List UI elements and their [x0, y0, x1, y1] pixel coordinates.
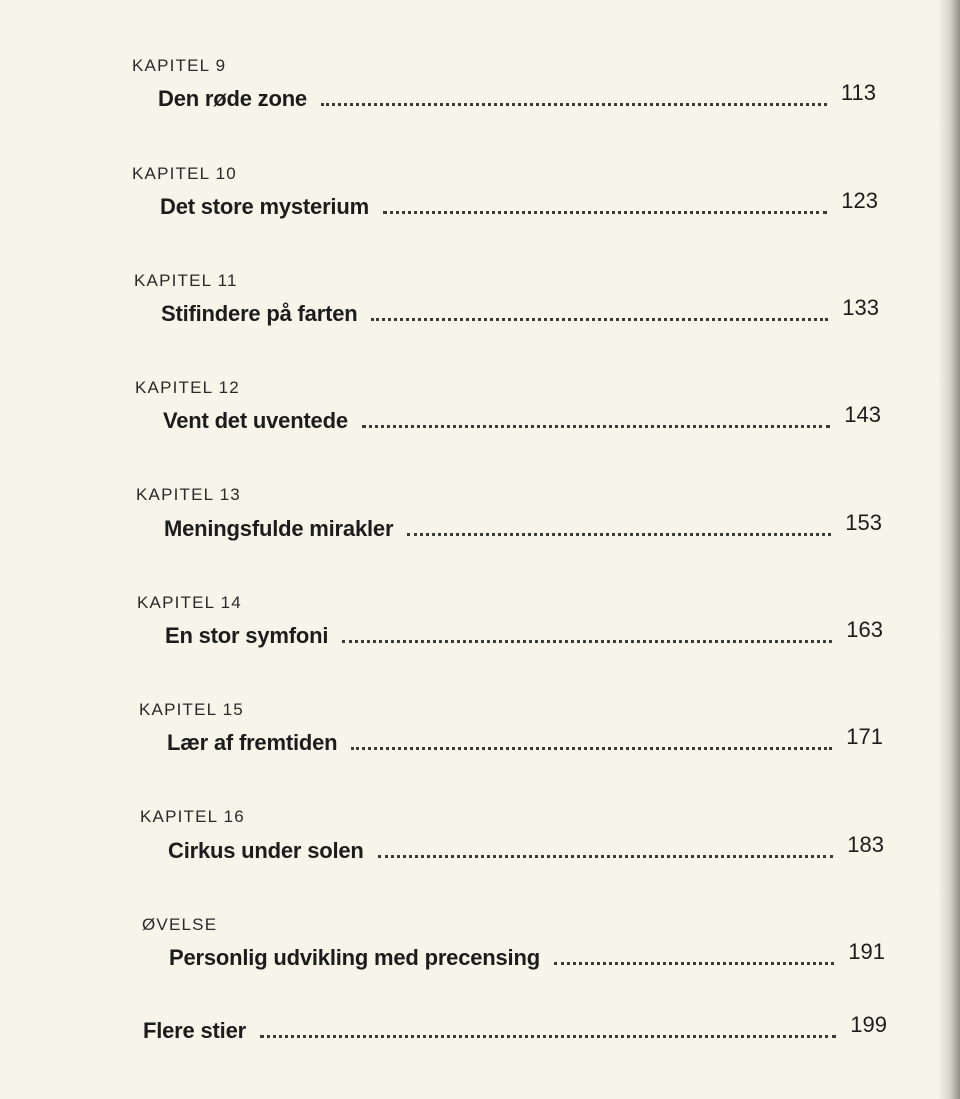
chapter-label: KAPITEL 10: [132, 164, 237, 183]
dot-leader: [342, 640, 832, 643]
chapter-title: Lær af fremtiden: [167, 730, 338, 755]
chapter-label: KAPITEL 13: [136, 485, 241, 504]
page-number: 143: [844, 402, 881, 427]
chapter-label: KAPITEL 16: [140, 807, 245, 826]
dot-leader: [407, 533, 831, 536]
page-number: 133: [842, 295, 879, 320]
chapter-label: ØVELSE: [142, 915, 218, 934]
dot-leader: [554, 962, 834, 965]
chapter-label: KAPITEL 11: [134, 271, 238, 290]
chapter-title: Personlig udvikling med precensing: [169, 945, 540, 970]
toc-line: [165, 617, 883, 649]
page-number: 163: [846, 617, 883, 642]
toc-line: [143, 1012, 887, 1044]
chapter-title: Vent det uventede: [163, 408, 348, 433]
page-number: 199: [850, 1012, 887, 1037]
toc-line: [160, 188, 878, 220]
chapter-title: Stifindere på farten: [161, 301, 358, 326]
page-number: 171: [846, 724, 883, 749]
page-number: 153: [845, 510, 882, 535]
chapter-title: Cirkus under solen: [168, 838, 364, 863]
chapter-title: En stor symfoni: [165, 623, 329, 648]
chapter-title: Meningsfulde mirakler: [164, 516, 394, 541]
toc-line: [168, 832, 884, 864]
page-number: 123: [841, 188, 878, 213]
chapter-title: Flere stier: [143, 1018, 246, 1043]
toc-line: [161, 295, 879, 327]
chapter-title: Den røde zone: [158, 86, 307, 111]
dot-leader: [351, 747, 832, 750]
chapter-title: Det store mysterium: [160, 194, 369, 219]
chapter-label: KAPITEL 12: [135, 378, 240, 397]
page-number: 113: [840, 80, 876, 105]
chapter-label: KAPITEL 14: [137, 593, 242, 612]
page-number: 183: [847, 832, 884, 857]
dot-leader: [371, 318, 828, 321]
toc-line: [158, 80, 876, 112]
dot-leader: [321, 103, 827, 106]
toc-line: [164, 510, 882, 542]
dot-leader: [362, 425, 830, 428]
chapter-label: KAPITEL 15: [139, 700, 244, 719]
dot-leader: [378, 855, 834, 858]
toc-line: [163, 402, 881, 434]
toc-line: [169, 939, 885, 971]
dot-leader: [260, 1035, 836, 1038]
toc-line: [167, 724, 883, 756]
chapter-label: KAPITEL 9: [132, 56, 227, 75]
page-number: 191: [848, 939, 885, 964]
dot-leader: [383, 211, 827, 214]
